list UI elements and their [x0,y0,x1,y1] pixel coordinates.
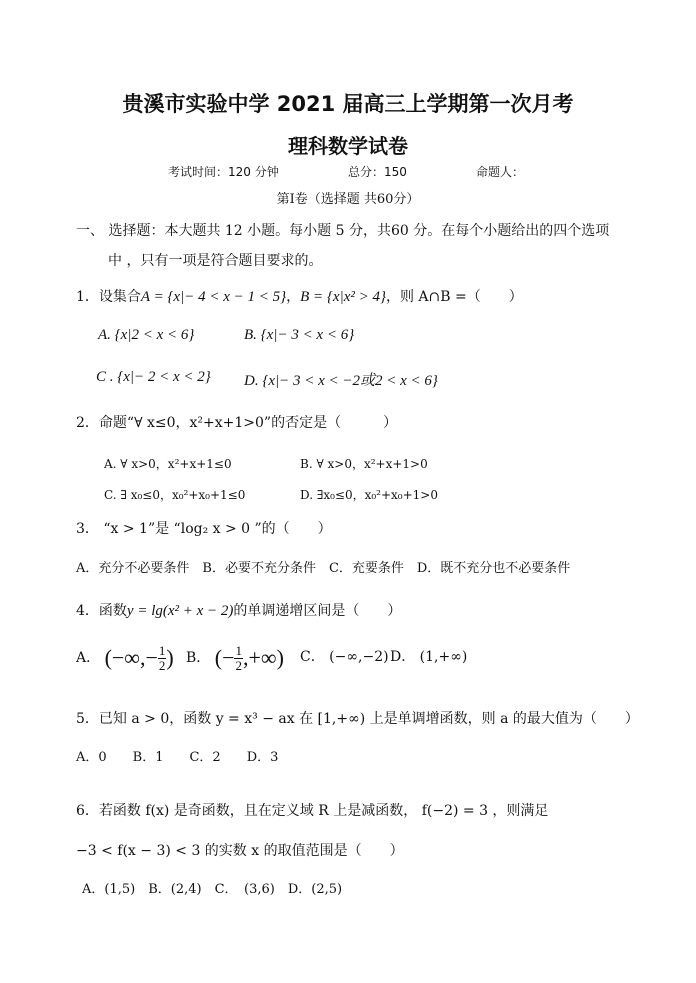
q4-option-b-fraction [234,644,243,673]
q4-option-b-right: ,+∞) [242,645,284,670]
q4-option-a-denominator: 2 [158,657,166,673]
q6-options: A．(1,5) B．(2,4) C． (3,6) D．(2,5) [82,882,343,897]
q1-option-c: C . {x|− 2 < x < 2} [96,369,211,385]
q1-sep: ， [286,289,301,305]
q2-option-d: D. ∃x₀≤0，x₀²+x₀+1>0 [300,488,439,502]
q1-tail: ，则 A∩B =（ ） [385,289,523,305]
exam-subtitle: 理科数学试卷 [288,134,408,158]
q4-option-a-right: ) [166,645,174,670]
q2-option-c: C. ∃ x₀≤0，x₀²+x₀+1≤0 [104,488,246,502]
q4-function: y = lg(x² + x − 2) [126,603,234,619]
q4-option-b-numerator: 1 [235,642,242,658]
q1-option-b: B. {x|− 3 < x < 6} [244,327,355,343]
q2-option-a: A. ∀ x>0，x²+x+1≤0 [104,457,232,471]
q4-option-a-numerator: 1 [158,642,166,658]
section-instruction-line2: 中 ，只有一项是符合题目要求的。 [108,253,323,269]
exam-title: 贵溪市实验中学 2021 届高三上学期第一次月考 [122,92,574,116]
q4-option-b-label: B． [186,650,211,666]
q4-tail: 的单调递增区间是（ ） [233,603,402,619]
question-2-stem: 2．命题“∀ x≤0，x²+x+1>0”的否定是（ ） [76,415,398,431]
question-1-stem [76,286,523,306]
q3-options: A．充分不必要条件 B．必要不充分条件 C．充要条件 D．既不充分也不必要条件 [76,561,571,576]
q4-option-b-left: (− [214,645,235,670]
q1-label: 1．设集合 [76,289,141,305]
volume-heading: 第Ⅰ卷（选择题 共60分） [276,192,420,207]
q1-set-a: A = {x|− 4 < x − 1 < 5} [140,289,287,305]
section-instruction-line1: 一、 选择题：本大题共 12 小题。每小题 5 分，共60 分。在每个小题给出的四个选项 [76,223,610,239]
q2-option-b: B. ∀ x>0，x²+x+1>0 [300,457,428,471]
q4-option-a [76,638,174,678]
q4-option-a-left: (−∞,− [104,645,158,670]
question-6-stem-line2: −3 < f(x − 3) < 3 的实数 x 的取值范围是（ ） [76,843,404,859]
question-6-stem-line1: 6．若函数 f(x) 是奇函数，且在定义域 R 上是减函数， f(−2) = 3 ，则满足 [76,803,549,819]
q4-option-a-label: A． [76,650,101,666]
q1-set-b: B = {x|x² > 4} [300,289,386,305]
author-field: 命题人： [476,165,525,179]
q4-option-c: C． (−∞,−2) [300,649,389,665]
q1-option-a: A. {x|2 < x < 6} [98,327,195,343]
question-3-stem: 3． “x > 1”是 “log₂ x > 0 ”的（ ） [76,521,332,537]
question-4-stem [76,600,401,620]
question-5-stem: 5．已知 a > 0，函数 y = x³ − ax 在 [1,+∞) 上是单调增函数，则 a 的最大值为（ ） [76,711,639,727]
q4-option-d: D． (1,+∞) [390,649,468,665]
q4-option-b [186,638,284,678]
q4-option-b-denominator: 2 [235,657,242,673]
exam-time: 考试时间：120 分钟 [168,165,279,179]
q4-label: 4．函数 [76,603,127,619]
total-score: 总分：150 [348,165,407,179]
q1-option-d: D. {x|− 3 < x < −2或2 < x < 6} [244,373,438,389]
q5-options: A．0 B．1 C．2 D．3 [76,750,279,765]
